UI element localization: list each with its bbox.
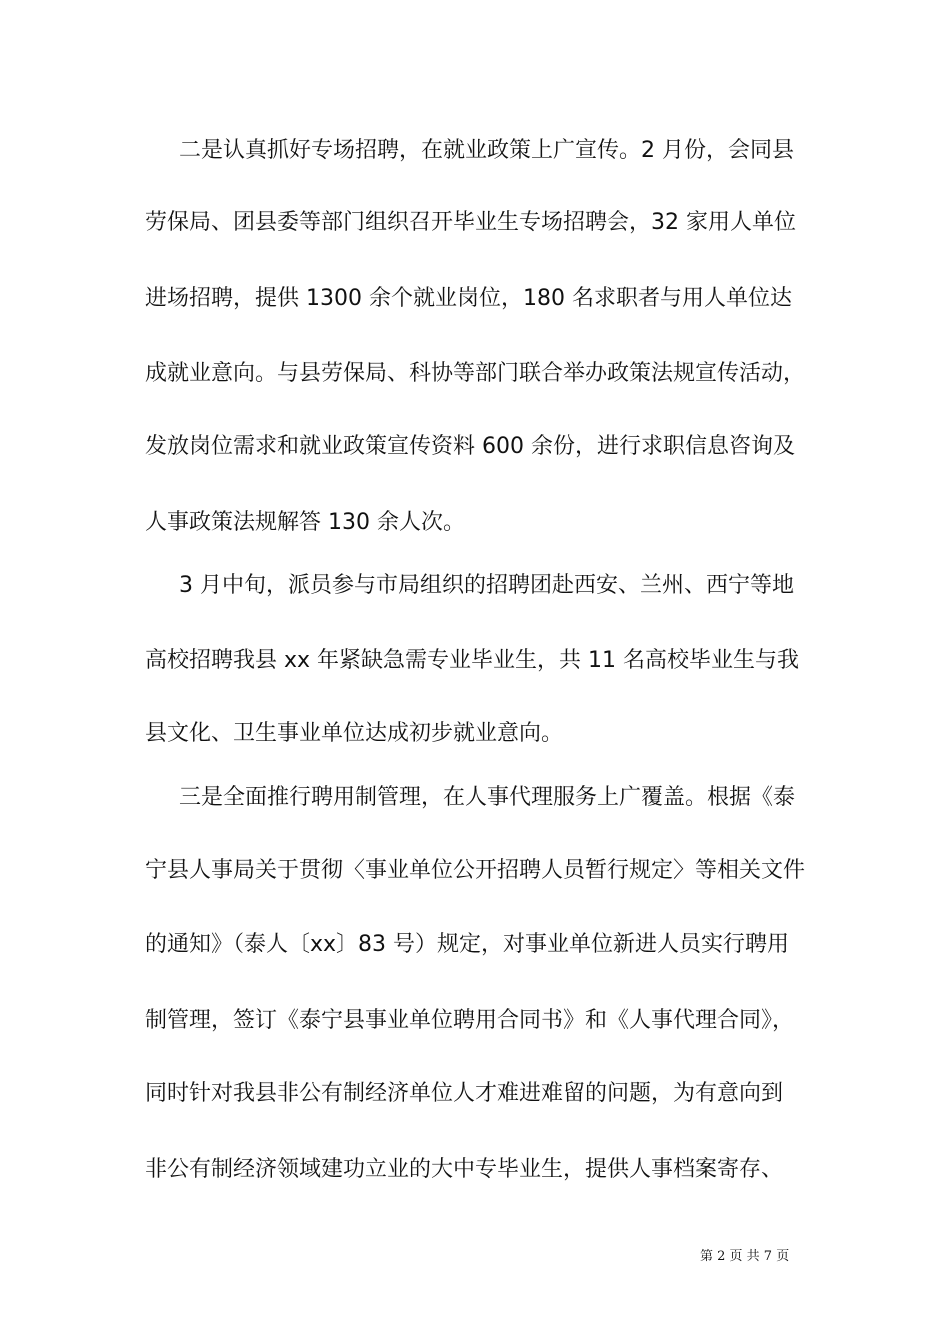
paragraph-line: 制管理，签订《泰宁县事业单位聘用合同书》和《人事代理合同》， [145, 1008, 795, 1033]
paragraph-line: 成就业意向。与县劳保局、科协等部门联合举办政策法规宣传活动， [145, 361, 806, 386]
paragraph-line: 的通知》（泰人〔xx〕83 号）规定，对事业单位新进人员实行聘用 [145, 932, 790, 957]
paragraph-line: 同时针对我县非公有制经济单位人才难进难留的问题，为有意向到 [145, 1081, 784, 1106]
paragraph-line: 高校招聘我县 xx 年紧缺急需专业毕业生，共 11 名高校毕业生与我 [145, 648, 800, 673]
paragraph-line: 3 月中旬，派员参与市局组织的招聘团赴西安、兰州、西宁等地 [179, 573, 794, 598]
paragraph-line: 非公有制经济领域建功立业的大中专毕业生，提供人事档案寄存、 [145, 1157, 784, 1182]
paragraph-line: 宁县人事局关于贯彻〈事业单位公开招聘人员暂行规定〉等相关文件 [145, 858, 806, 883]
paragraph-line: 人事政策法规解答 130 余人次。 [145, 510, 465, 535]
page-number: 第 2 页 共 7 页 [700, 1249, 790, 1264]
paragraph-line: 三是全面推行聘用制管理，在人事代理服务上广覆盖。根据《泰 [179, 785, 796, 810]
paragraph-line: 发放岗位需求和就业政策宣传资料 600 余份，进行求职信息咨询及 [145, 434, 795, 459]
paragraph-line: 二是认真抓好专场招聘，在就业政策上广宣传。2 月份，会同县 [179, 138, 794, 163]
paragraph-line: 县文化、卫生事业单位达成初步就业意向。 [145, 721, 564, 746]
paragraph-line: 劳保局、团县委等部门组织召开毕业生专场招聘会，32 家用人单位 [145, 210, 796, 235]
paragraph-line: 进场招聘，提供 1300 余个就业岗位，180 名求职者与用人单位达 [145, 286, 792, 311]
